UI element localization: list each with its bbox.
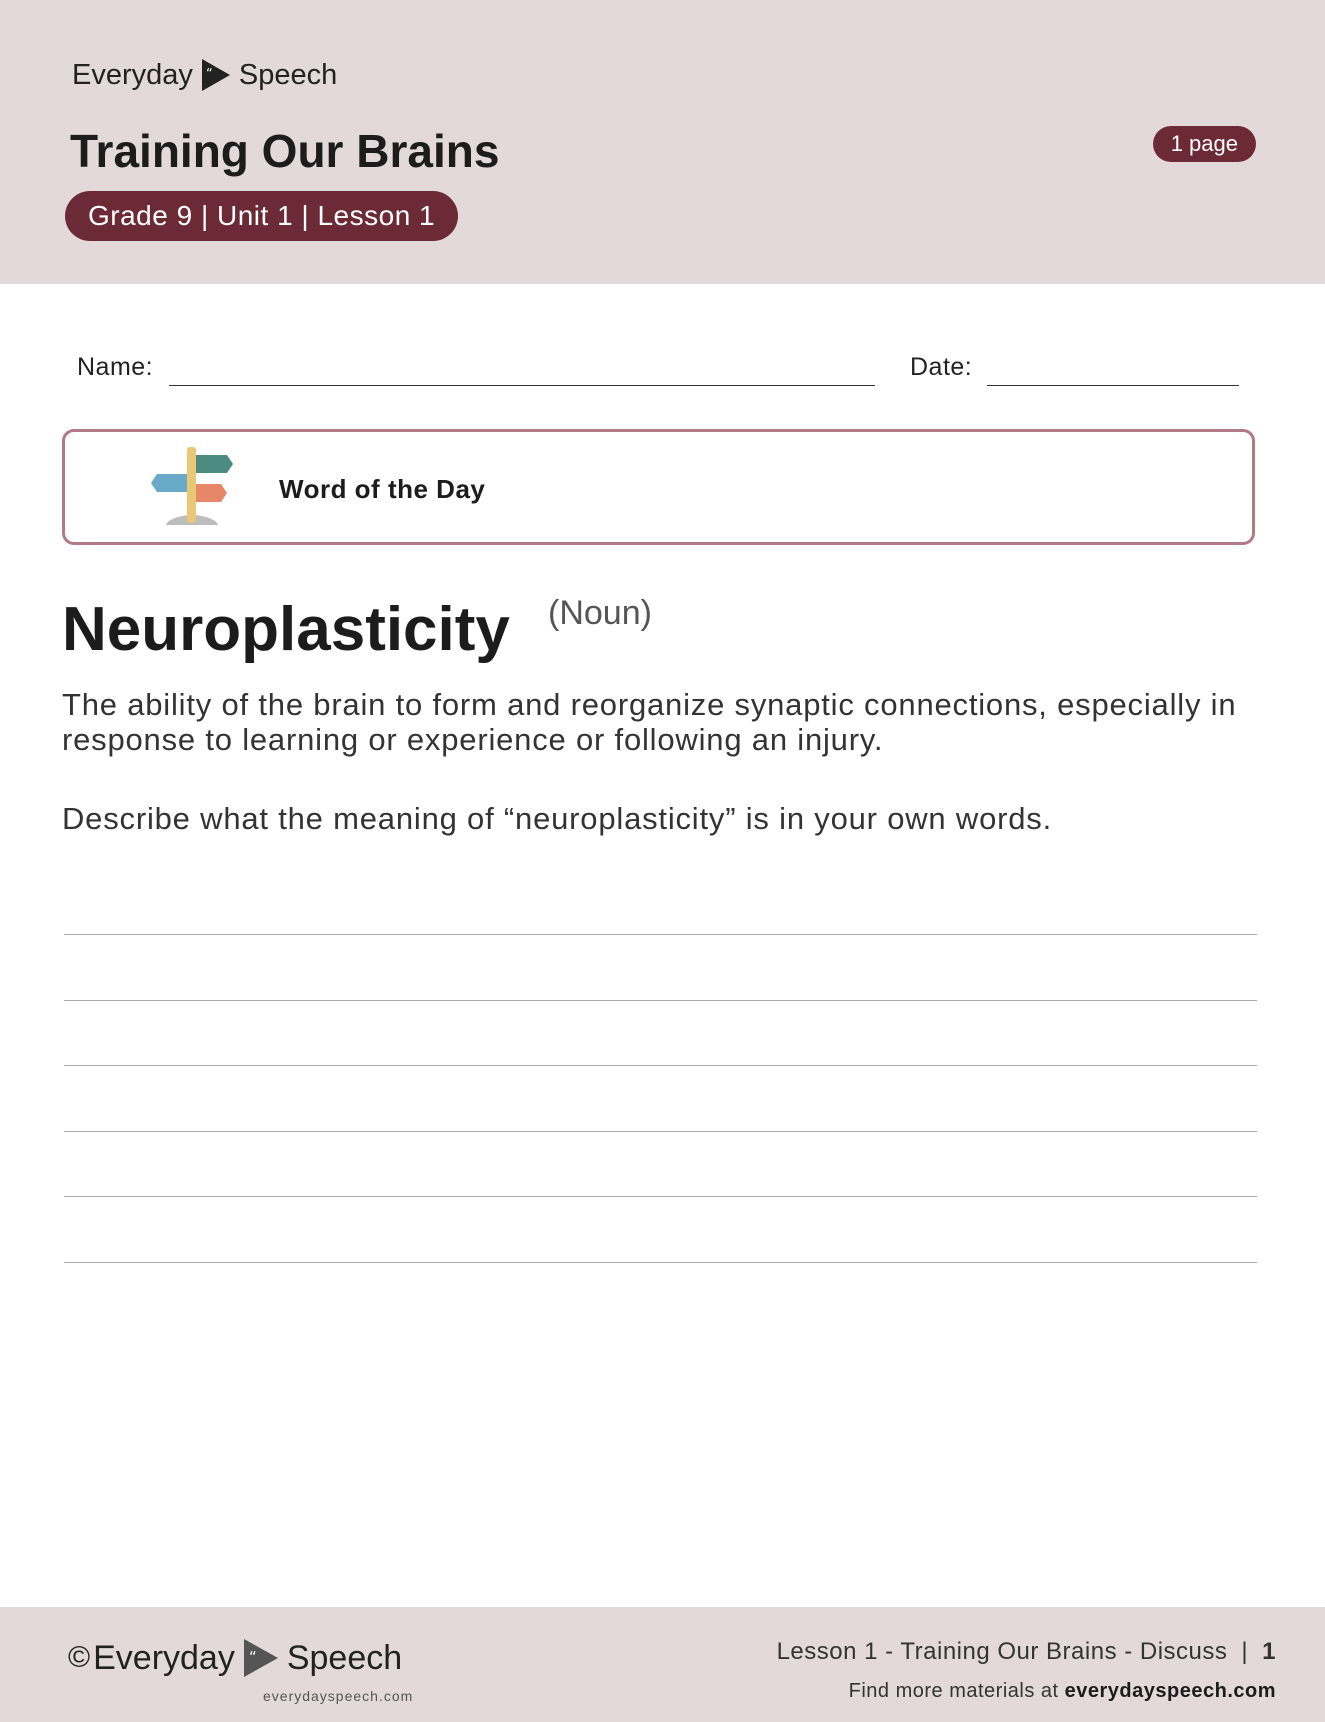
writing-line[interactable] [64, 1065, 1257, 1066]
word-of-the-day-label: Word of the Day [279, 474, 486, 504]
page-title: Training Our Brains [70, 125, 500, 177]
part-of-speech: (Noun) [548, 594, 652, 632]
word-of-the-day-box [62, 429, 1255, 545]
writing-line[interactable] [64, 934, 1257, 935]
brand-url: everydayspeech.com [263, 1688, 414, 1704]
name-label: Name: [77, 353, 154, 381]
speech-play-icon [243, 1638, 279, 1678]
footer-find-more [849, 1680, 1276, 1703]
footer-lesson-info [777, 1638, 1276, 1666]
svg-text:“: “ [205, 67, 213, 82]
website-link[interactable]: everydayspeech.com [1064, 1680, 1276, 1702]
writing-line[interactable] [64, 1196, 1257, 1197]
footer-banner [0, 1607, 1325, 1722]
footer-separator: | [1241, 1638, 1249, 1665]
vocabulary-word: Neuroplasticity [62, 595, 510, 664]
brand-logo [72, 58, 337, 92]
writing-line[interactable] [64, 1131, 1257, 1132]
brand-name-left: Everyday [72, 58, 193, 91]
writing-line[interactable] [64, 1262, 1257, 1263]
page-count-badge: 1 page [1153, 126, 1256, 162]
copyright-symbol: © [68, 1641, 91, 1674]
find-more-text: Find more materials at [848, 1680, 1059, 1702]
brand-name-right: Speech [238, 58, 338, 91]
brand-name-right: Speech [286, 1638, 403, 1677]
footer-brand-logo [68, 1638, 402, 1678]
writing-line[interactable] [64, 1000, 1257, 1001]
name-field[interactable] [169, 385, 875, 386]
brand-name-left: Everyday [93, 1638, 235, 1677]
writing-prompt: Describe what the meaning of “neuroplasticity” is in your own words. [62, 801, 1052, 836]
signpost-icon [151, 445, 235, 533]
date-label: Date: [910, 353, 973, 381]
grade-unit-lesson-badge: Grade 9 | Unit 1 | Lesson 1 [65, 191, 458, 241]
svg-text:“: “ [248, 1648, 257, 1666]
page-number: 1 [1262, 1638, 1276, 1665]
date-field[interactable] [987, 385, 1239, 386]
header-banner [0, 0, 1325, 284]
speech-play-icon [201, 58, 231, 92]
lesson-info-text: Lesson 1 - Training Our Brains - Discuss [776, 1638, 1228, 1665]
word-definition: The ability of the brain to form and reorganize synaptic connections, especially in response to learning or experience or following an injury. [62, 687, 1237, 757]
